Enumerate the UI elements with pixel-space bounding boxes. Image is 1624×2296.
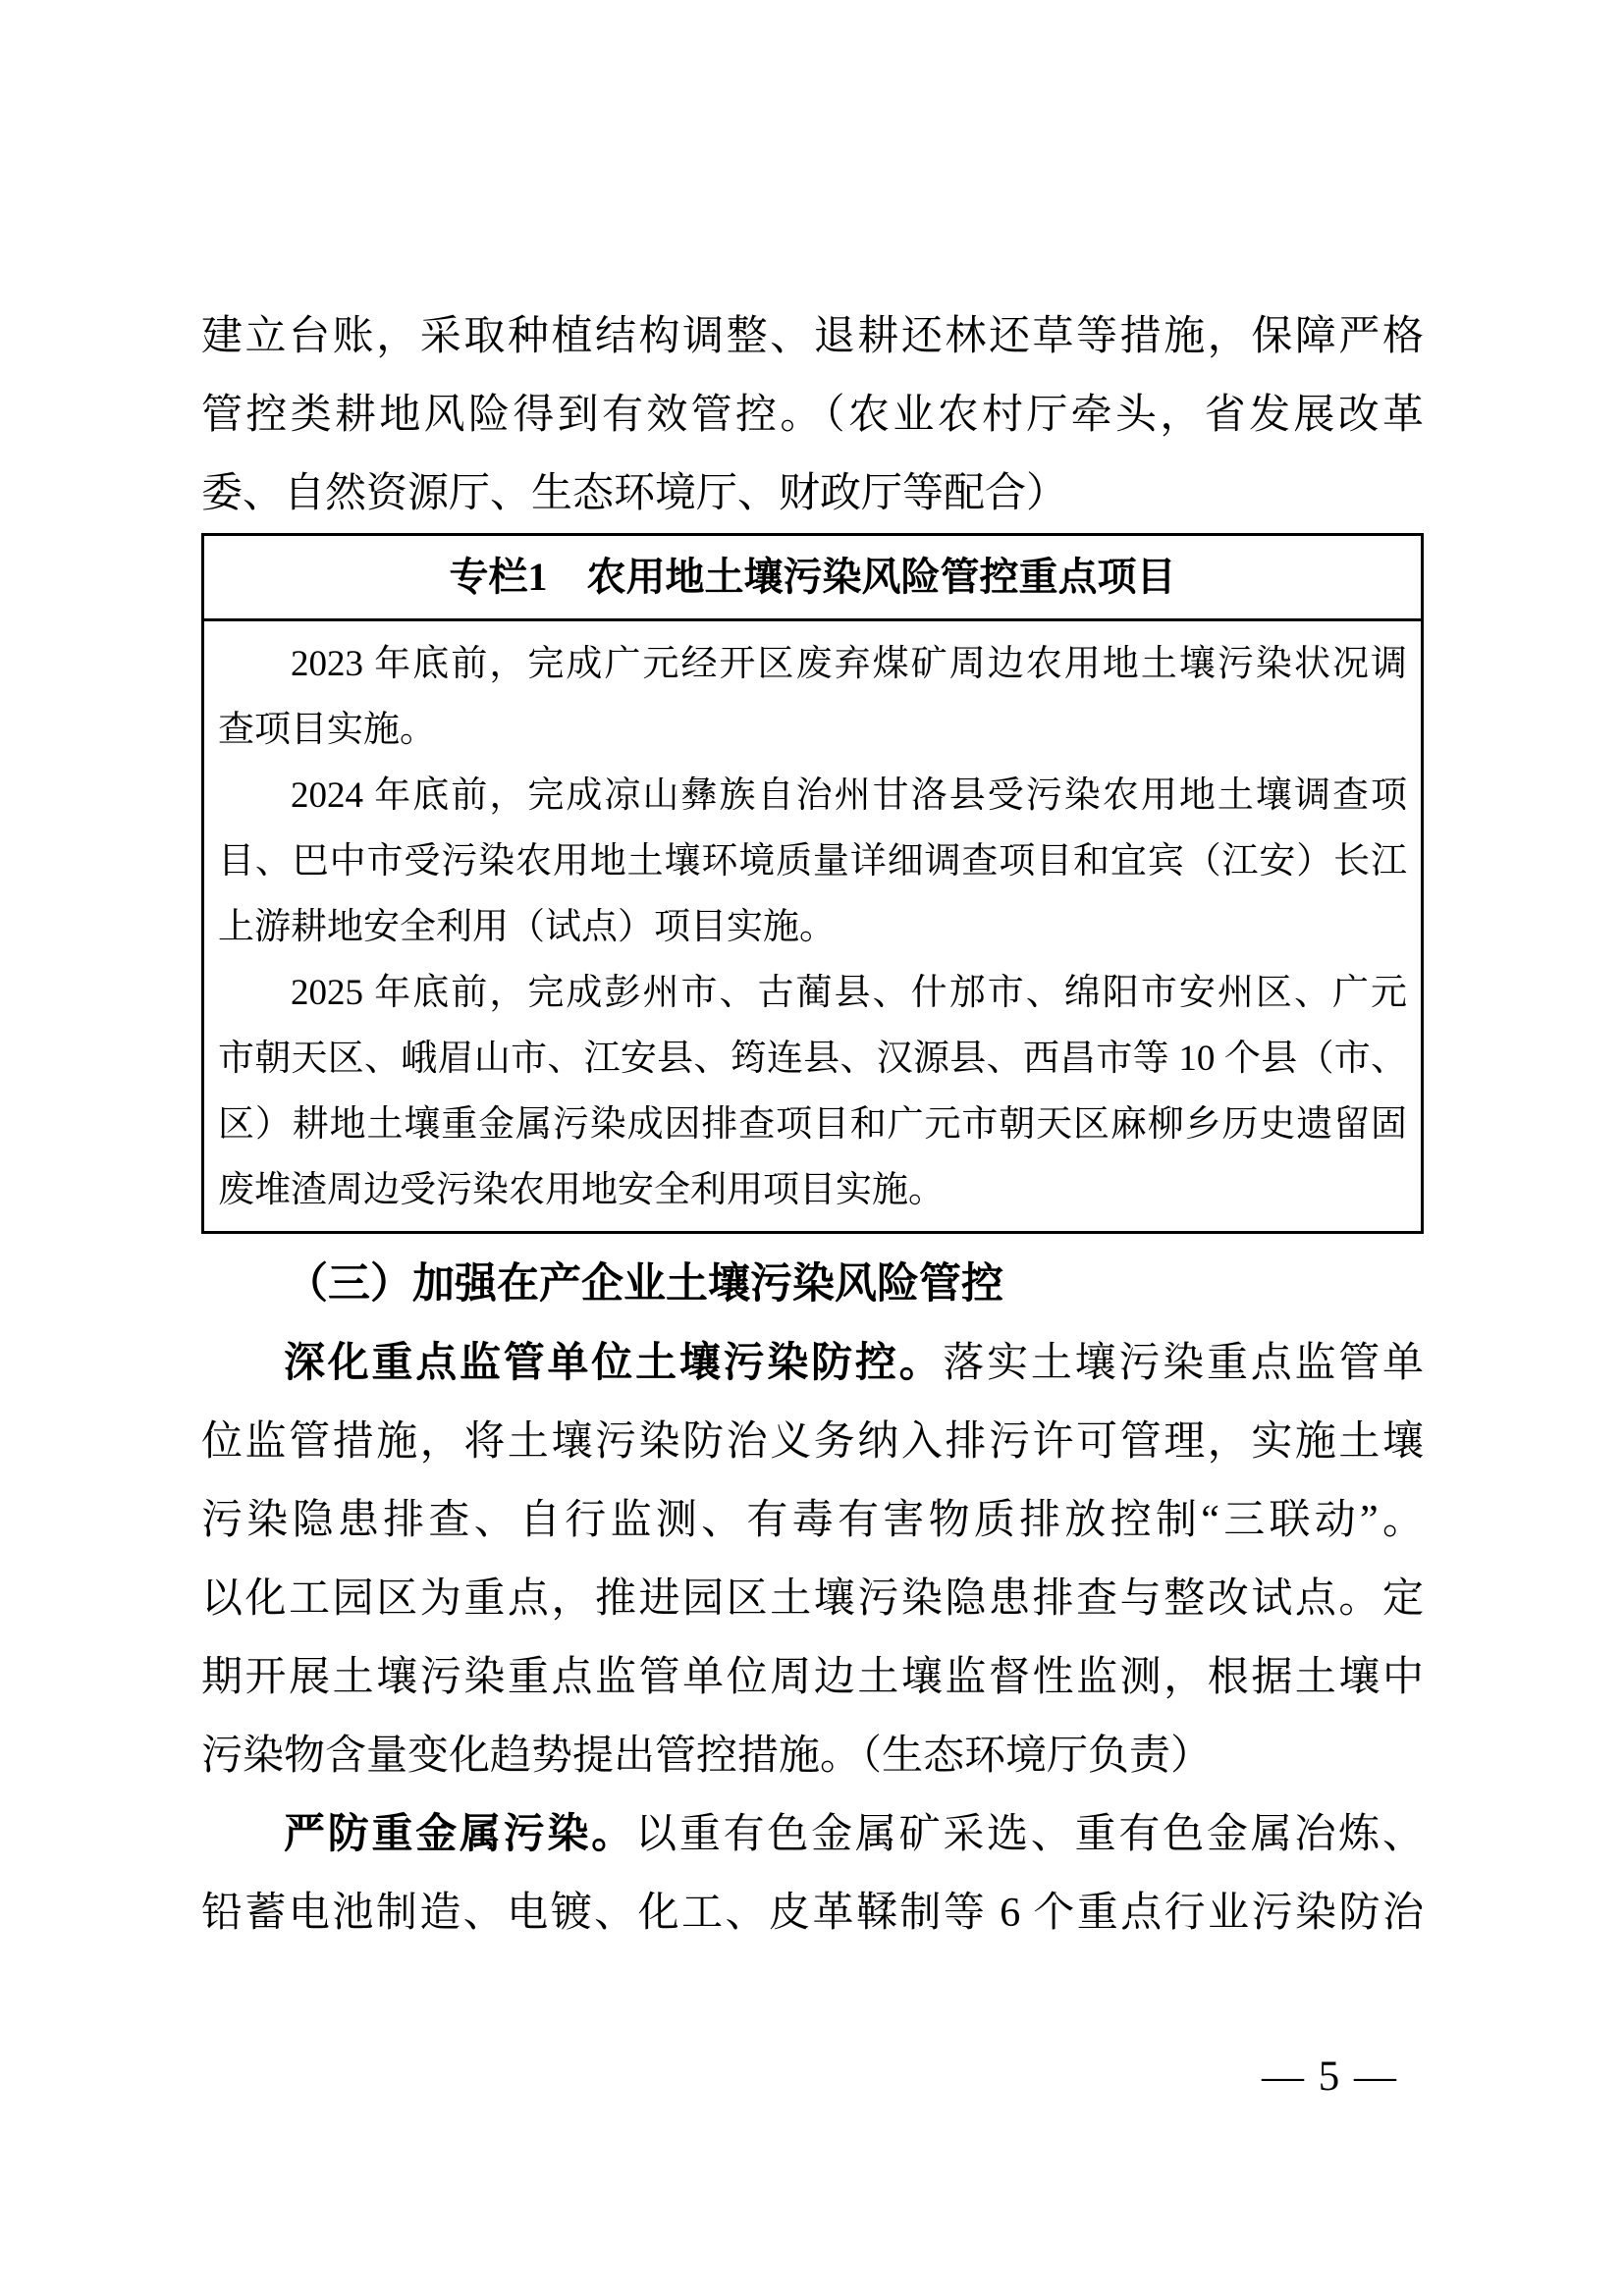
text-line: 2025 年底前，完成彭州市、古蔺县、什邡市、绵阳市安州区、广元: [291, 973, 1407, 1013]
text-line: 废堆渣周边受污染农用地安全利用项目实施。: [218, 1170, 945, 1210]
text-line: 查项目实施。: [218, 710, 436, 750]
text-line: 上游耕地安全利用（试点）项目实施。: [218, 907, 836, 947]
text-line: 2023 年底前，完成广元经开区废弃煤矿周边农用地土壤污染状况调: [291, 644, 1407, 684]
text-line: 2024 年底前，完成凉山彝族自治州甘洛县受污染农用地土壤调查项: [291, 775, 1407, 816]
page-number: — 5 —: [1262, 2054, 1398, 2100]
text-line: 严防重金属污染。以重有色金属矿采选、重有色金属冶炼、: [284, 1812, 1424, 1857]
text-line: 管控类耕地风险得到有效管控。（农业农村厅牵头，省发展改革: [201, 393, 1424, 438]
text-line: 铅蓄电池制造、电镀、化工、皮革鞣制等 6 个重点行业污染防治: [201, 1891, 1424, 1936]
text-line: 污染隐患排查、自行监测、有毒有害物质排放控制“三联动”。: [201, 1498, 1424, 1543]
text-line: 市朝天区、峨眉山市、江安县、筠连县、汉源县、西昌市等 10 个县（市、: [218, 1039, 1407, 1079]
text-line: 区）耕地土壤重金属污染成因排查项目和广元市朝天区麻柳乡历史遗留固: [218, 1104, 1407, 1145]
document-body: [201, 297, 1424, 1952]
text-line: 深化重点监管单位土壤污染防控。落实土壤污染重点监管单: [284, 1341, 1424, 1386]
section-heading: （三）加强在产企业土壤污染风险管控: [286, 1261, 1003, 1308]
text-line: 位监管措施，将土壤污染防治义务纳入排污许可管理，实施土壤: [201, 1419, 1424, 1465]
text-line: 污染物含量变化趋势提出管控措施。（生态环境厅负责）: [201, 1734, 1213, 1779]
bold-lead-in: 严防重金属污染。: [284, 1812, 636, 1857]
text-line: 建立台账，采取种植结构调整、退耕还林还草等措施，保障严格: [201, 314, 1424, 359]
text-line: 以化工园区为重点，推进园区土壤污染隐患排查与整改试点。定: [201, 1576, 1424, 1622]
paragraph-continuation: [201, 297, 1424, 533]
text-line: 目、巴中市受污染农用地土壤环境质量详细调查项目和宜宾（江安）长江: [218, 841, 1407, 881]
bold-lead-in: 深化重点监管单位土壤污染防控。: [284, 1341, 944, 1386]
feature-box-body: [204, 621, 1421, 1231]
text-line: 委、自然资源厅、生态环境厅、财政厅等配合）: [201, 471, 1068, 516]
text-line: 期开展土壤污染重点监管单位周边土壤监督性监测，根据土壤中: [201, 1655, 1424, 1700]
paragraph-supervision: [201, 1324, 1424, 1795]
feature-box-title: 专栏1 农用地土壤污染风险管控重点项目: [204, 536, 1421, 621]
feature-box: [201, 533, 1424, 1234]
paragraph-heavy-metal: [201, 1795, 1424, 1952]
